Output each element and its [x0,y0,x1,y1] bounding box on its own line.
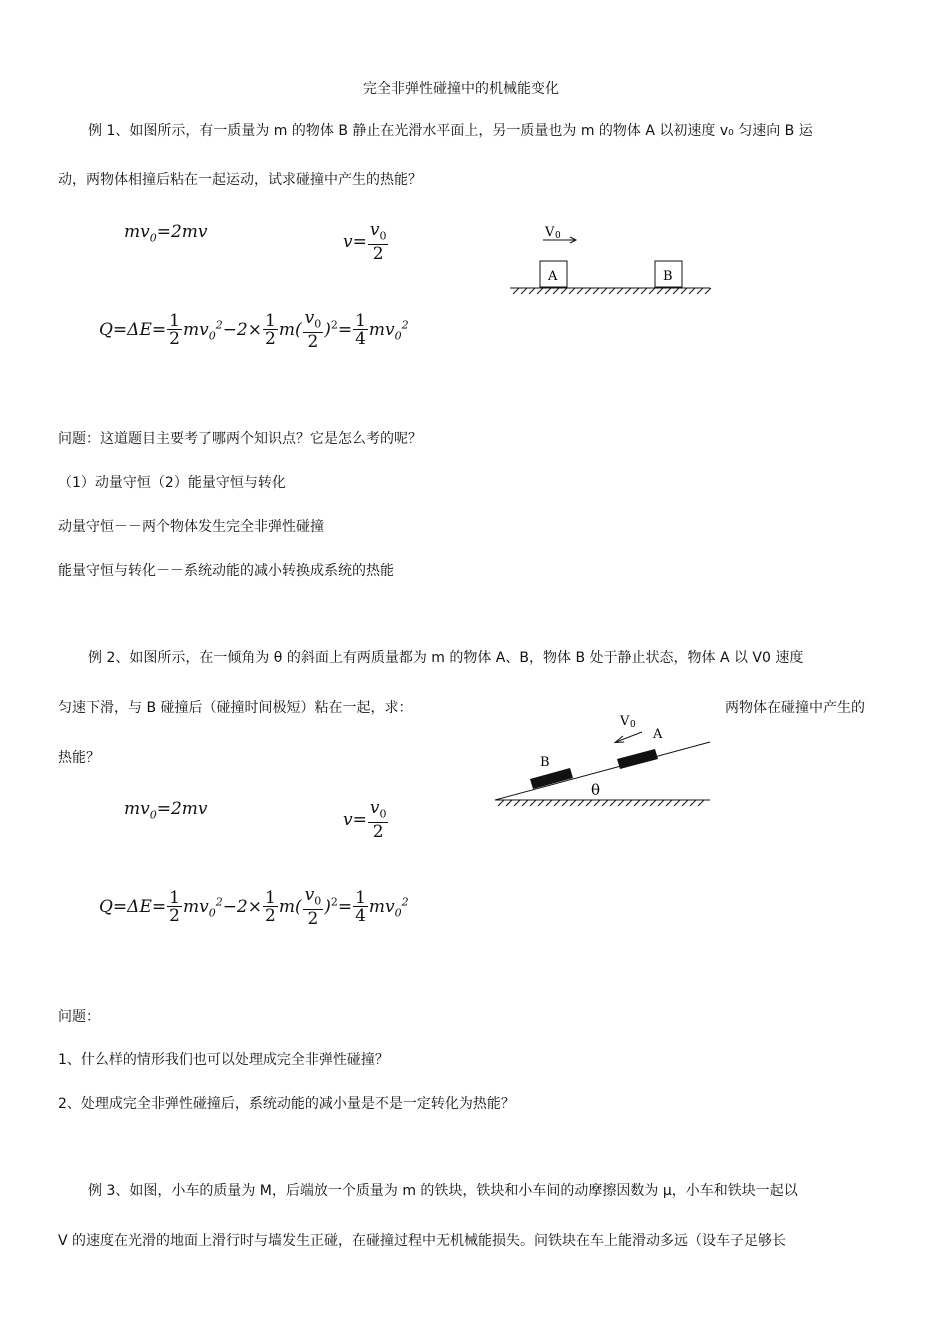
example2-diagram [490,705,720,810]
ground-hatching [513,288,711,294]
discussion1-point1: 动量守恒－－两个物体发生完全非弹性碰撞 [58,519,324,535]
velocity-arrow [615,732,642,743]
velocity-label: V [545,225,555,240]
example1-heat-equation: Q=ΔE= $\frac{1}{2}$ $mv_0^2-2\times$ $\frac{1}{2}$ m( $\frac{v_0}{2}$ )$^2$= $\frac{1}{4}$ $mv_0^2$ [99,308,409,353]
block-b [530,768,573,789]
example2-text-line2-right: 两物体在碰撞中产生的 [725,700,865,716]
example2-text-line2: 匀速下滑，与 B 碰撞后（碰撞时间极短）粘在一起，求： [58,700,413,716]
example1-momentum-equation: $mv_0=2mv$ [124,222,208,245]
incline-line [495,742,710,800]
discussion1-question: 问题：这道题目主要考了哪两个知识点？它是怎么考的呢？ [58,431,422,447]
block-a-label: A [653,727,663,742]
example1-text-line1: 例 1、如图所示，有一质量为 m 的物体 B 静止在光滑水平面上，另一质量也为 m 的物体 A 以初速度 v₀ 匀速向 B 运 [88,123,813,139]
ground-hatching [498,800,704,806]
velocity-label: V [620,714,630,729]
block-b-label: B [540,755,550,770]
angle-label: θ [591,781,601,799]
example1-velocity-equation: v= $\frac{v_0}{2}$ [343,220,387,265]
example2-text-line1: 例 2、如图所示，在一倾角为 θ 的斜面上有两质量都为 m 的物体 A、B，物体 B 处于静止状态，物体 A 以 V0 速度 [88,650,804,666]
block-b-label: B [663,269,673,284]
discussion1-points: （1）动量守恒（2）能量守恒与转化 [58,475,286,491]
page-title: 完全非弹性碰撞中的机械能变化 [363,81,559,97]
example2-heat-equation: Q=ΔE= $\frac{1}{2}$ $mv_0^2-2\times$ $\frac{1}{2}$ m( $\frac{v_0}{2}$ )$^2$= $\frac{1}{4}$ $mv_0^2$ [99,885,409,930]
discussion1-point2: 能量守恒与转化－－系统动能的减小转换成系统的热能 [58,563,394,579]
velocity-subscript: 0 [555,231,561,241]
block-a-label: A [548,269,558,284]
example3-text-line1: 例 3、如图，小车的质量为 M，后端放一个质量为 m 的铁块，铁块和小车间的动摩擦因数为 μ，小车和铁块一起以 [88,1183,798,1199]
example2-text-line3: 热能？ [58,750,100,766]
example2-momentum-equation: $mv_0=2mv$ [124,799,208,822]
example2-velocity-equation: v= $\frac{v_0}{2}$ [343,798,387,843]
example3-text-line2: V 的速度在光滑的地面上滑行时与墙发生正碰，在碰撞过程中无机械能损失。问铁块在车上能滑动多远（设车子足够长 [58,1233,787,1249]
example1-diagram [505,222,720,302]
block-a [617,749,658,769]
discussion2-question1: 1、什么样的情形我们也可以处理成完全非弹性碰撞？ [58,1052,389,1068]
example1-text-line2: 动，两物体相撞后粘在一起运动，试求碰撞中产生的热能？ [58,172,422,188]
discussion2-question2: 2、处理成完全非弹性碰撞后，系统动能的减小量是不是一定转化为热能？ [58,1096,515,1112]
velocity-subscript: 0 [630,720,636,730]
discussion2-label: 问题： [58,1009,100,1025]
